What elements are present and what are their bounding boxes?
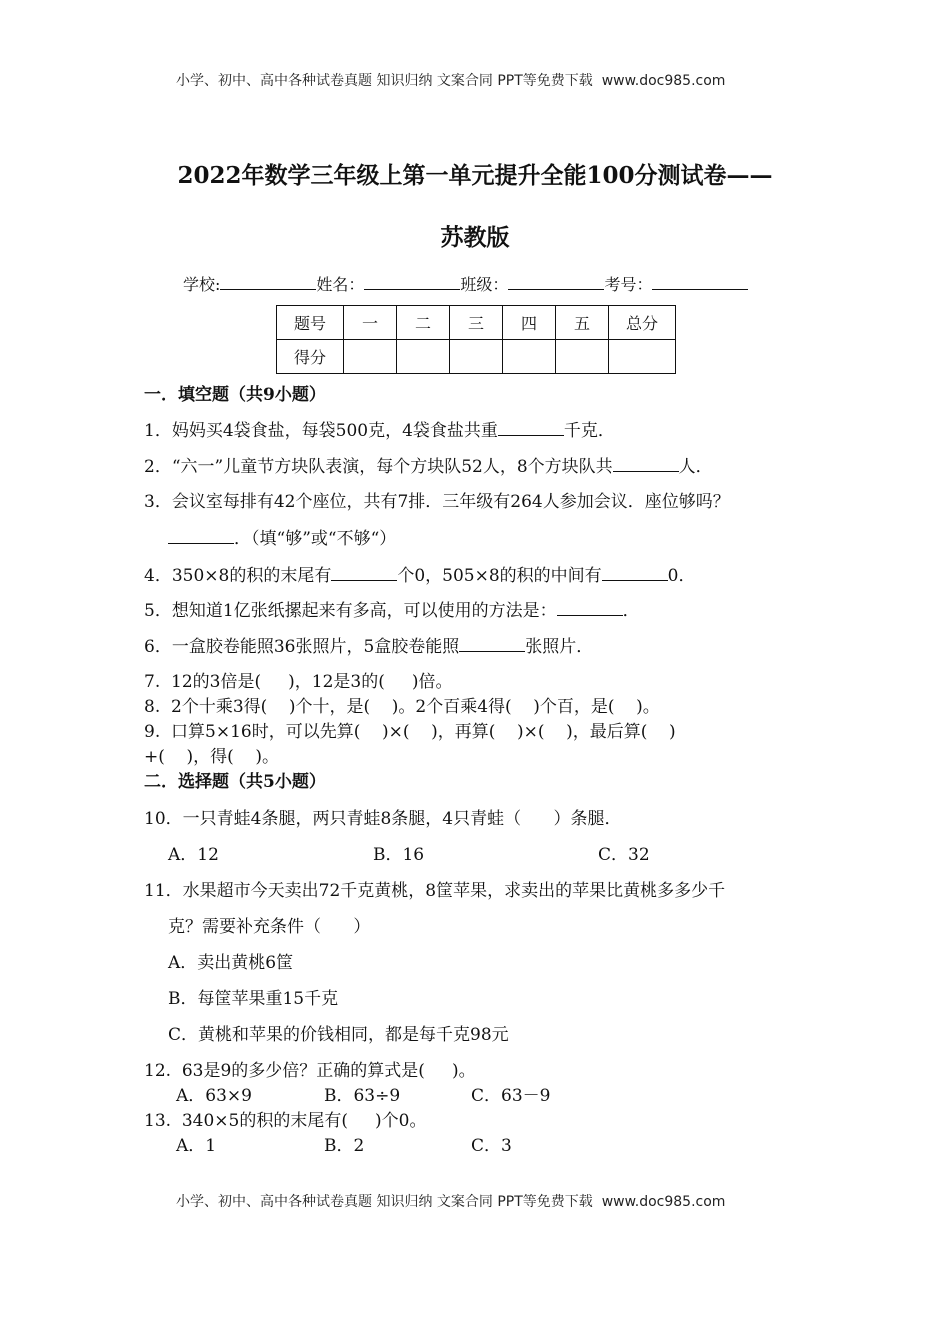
table-cell: 二 [397,306,450,340]
question-text: 1．妈妈买4袋食盐，每袋500克，4袋食盐共重 [144,421,498,441]
table-cell: 总分 [609,306,676,340]
section-title: 二．选择题（共5小题） [144,772,326,792]
score-table [276,305,676,374]
score-cell[interactable] [397,340,450,374]
question-text: 人． [678,457,713,477]
question-7: 7. 12的3倍是( )，12是3的( )倍。 [144,672,453,692]
answer-blank[interactable] [168,526,234,544]
question-text: 0． [667,566,696,586]
question-10: 10．一只青蛙4条腿，两只青蛙8条腿，4只青蛙（ ）条腿． [144,809,622,829]
score-cell[interactable] [609,340,676,374]
number-field[interactable] [652,273,748,290]
table-cell: 五 [556,306,609,340]
section-title: 一．填空题（共9小题） [144,385,326,405]
question-13: 13. 340×5的积的末尾有( )个0。 [144,1111,427,1131]
answer-blank[interactable] [331,563,397,581]
student-info-line [183,272,748,295]
option-c[interactable]: C．3 [471,1136,512,1156]
score-table-header-row [277,306,676,340]
question-text: 6．一盒胶卷能照36张照片，5盒胶卷能照 [144,637,460,657]
question-text: 3．会议室每排有42个座位，共有7排．三年级有264人参加会议．座位够吗？ [144,492,730,512]
question-6 [144,632,593,657]
table-cell: 题号 [277,306,344,340]
option-b[interactable]: B．16 [373,845,425,865]
option-c[interactable]: C．32 [598,845,650,865]
score-cell[interactable] [556,340,609,374]
header-text: 小学、初中、高中各种试卷真题 知识归纳 文案合同 PPT等免费下载 [176,73,593,89]
table-cell: 三 [450,306,503,340]
question-2 [144,452,713,477]
option-a[interactable]: A．63×9 [176,1086,252,1106]
document-title-line1: 2022年数学三年级上第一单元提升全能100分测试卷—— [177,162,773,189]
question-9: 9. 口算5×16时，可以先算( )×( )，再算( )×( )，最后算( ) [144,722,676,742]
option-a[interactable]: A．12 [168,845,219,865]
question-text: ．（填“够”或“不够“） [234,529,397,549]
score-cell[interactable] [450,340,503,374]
question-text: ． [622,601,640,621]
question-text: 张照片． [525,637,594,657]
question-11: 11．水果超市今天卖出72千克黄桃，8筐苹果，求卖出的苹果比黄桃多多少千 [144,881,726,901]
answer-blank[interactable] [557,598,623,616]
question-11-cont: 克？需要补充条件（ ） [168,917,371,937]
option-b[interactable]: B．每筐苹果重15千克 [168,989,339,1009]
table-cell: 得分 [277,340,344,374]
header-url: www.doc985.com [601,73,726,89]
table-cell: 四 [503,306,556,340]
document-title-line2: 苏教版 [440,224,510,251]
number-label: 考号： [604,275,653,294]
class-label: 班级： [460,275,509,294]
answer-blank[interactable] [602,563,668,581]
table-cell: 一 [344,306,397,340]
option-a[interactable]: A．卖出黄桃6筐 [168,953,294,973]
name-field[interactable] [364,273,460,290]
footer-url: www.doc985.com [601,1194,726,1210]
score-cell[interactable] [344,340,397,374]
question-text: 4．350×8的积的末尾有 [144,566,332,586]
school-field[interactable] [220,273,316,290]
option-c[interactable]: C．63－9 [471,1086,551,1106]
answer-blank[interactable] [613,454,679,472]
question-text: 5．想知道1亿张纸摞起来有多高，可以使用的方法是： [144,601,557,621]
question-text: 千克． [563,421,615,441]
score-cell[interactable] [503,340,556,374]
question-1 [144,416,615,441]
footer-text: 小学、初中、高中各种试卷真题 知识归纳 文案合同 PPT等免费下载 [176,1194,593,1210]
option-c[interactable]: C．黄桃和苹果的价钱相同，都是每千克98元 [168,1025,509,1045]
answer-blank[interactable] [498,418,564,436]
class-field[interactable] [508,273,604,290]
question-4 [144,561,695,586]
school-label: 学校: [183,275,221,294]
page-footer [176,1191,725,1211]
question-9-cont: +( )，得( )。 [144,747,280,767]
question-5 [144,596,640,621]
question-3 [144,487,730,512]
question-text: 个0，505×8的积的中间有 [397,566,602,586]
option-a[interactable]: A．1 [176,1136,217,1156]
page-header [176,70,725,90]
answer-blank[interactable] [459,634,525,652]
question-text: 2．“六一”儿童节方块队表演，每个方块队52人，8个方块队共 [144,457,613,477]
name-label: 姓名： [316,275,365,294]
question-12: 12. 63是9的多少倍？正确的算式是( )。 [144,1061,476,1081]
question-8: 8. 2个十乘3得( )个十，是( )。2个百乘4得( )个百，是( )。 [144,697,660,717]
option-b[interactable]: B．63÷9 [324,1086,401,1106]
question-3-cont [168,524,396,549]
score-table-score-row [277,340,676,374]
option-b[interactable]: B．2 [324,1136,365,1156]
